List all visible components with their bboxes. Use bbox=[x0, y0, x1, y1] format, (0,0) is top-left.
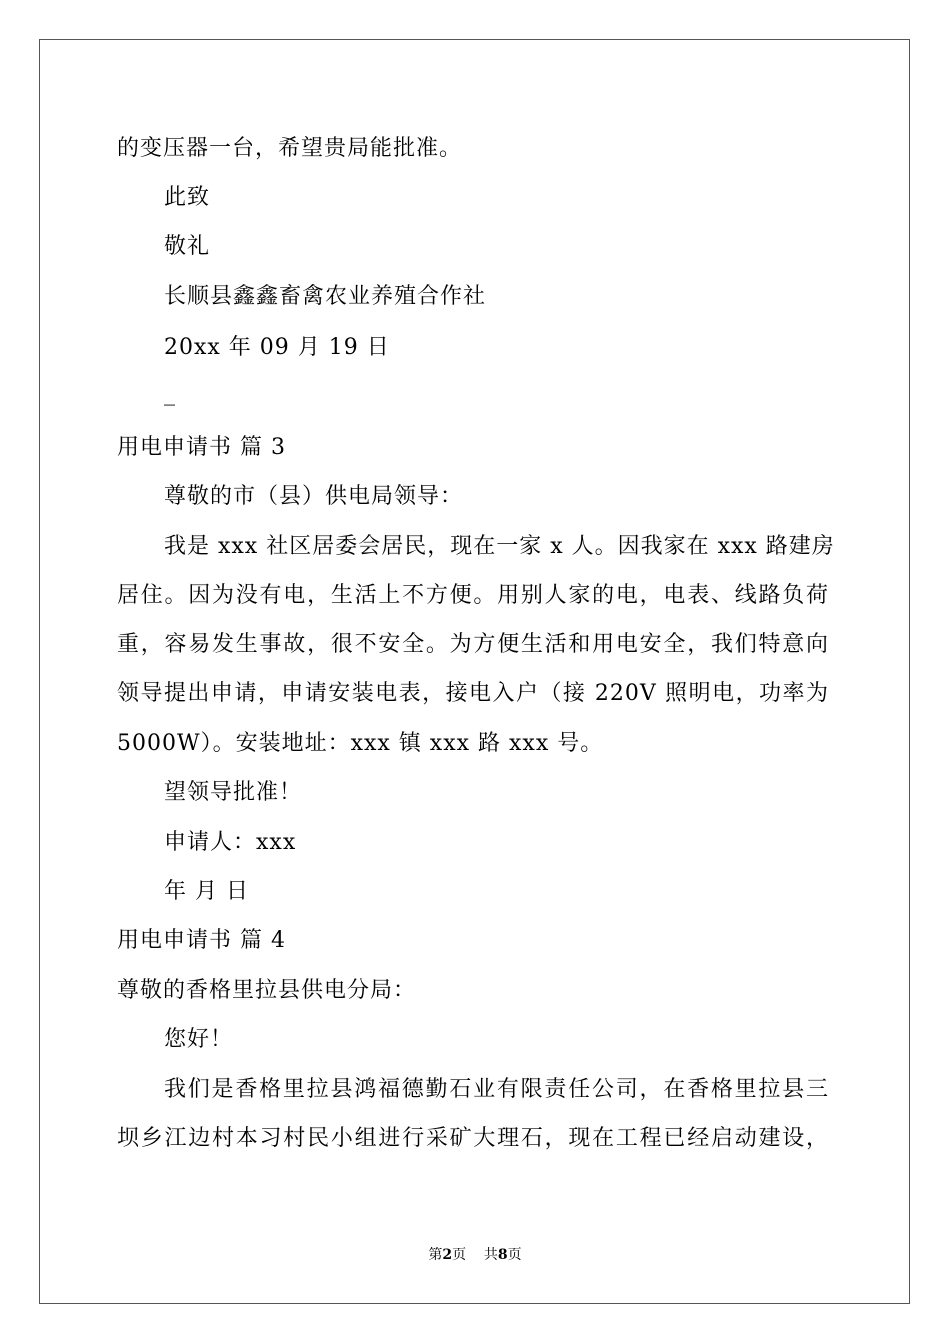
paragraph-3-line-1: 我是 xxx 社区居委会居民，现在一家 x 人。因我家在 xxx 路建房 bbox=[164, 534, 835, 559]
closing-respect: 敬礼 bbox=[164, 234, 211, 259]
paragraph-3-line-3: 重，容易发生事故，很不安全。为方便生活和用电安全，我们特意向 bbox=[117, 632, 829, 657]
date-blank: 年 月 日 bbox=[164, 879, 249, 904]
footer-suffix: 页 bbox=[507, 1247, 522, 1263]
footer-mid: 页 共 bbox=[452, 1247, 498, 1263]
footer-total-pages: 8 bbox=[497, 1247, 508, 1263]
footer-prefix: 第 bbox=[428, 1247, 443, 1263]
greeting-3: 尊敬的市（县）供电局领导： bbox=[164, 484, 464, 509]
closing-salutation: 此致 bbox=[164, 185, 211, 210]
request-approval: 望领导批准！ bbox=[164, 780, 303, 805]
signature-organization: 长顺县鑫鑫畜禽农业养殖合作社 bbox=[164, 284, 487, 309]
signature-date: 20xx 年 09 月 19 日 bbox=[164, 335, 390, 360]
hello-line: 您好！ bbox=[164, 1027, 234, 1052]
paragraph-3-line-5: 5000W）。安装地址：xxx 镇 xxx 路 xxx 号。 bbox=[117, 731, 604, 756]
footer-page-number: 2 bbox=[442, 1247, 453, 1263]
applicant: 申请人：xxx bbox=[164, 830, 297, 855]
paragraph-3-line-4: 领导提出申请，申请安装电表，接电入户（接 220V 照明电，功率为 bbox=[117, 681, 829, 706]
paragraph-4-line-1: 我们是香格里拉县鸿福德勤石业有限责任公司，在香格里拉县三 bbox=[164, 1077, 829, 1102]
greeting-4: 尊敬的香格里拉县供电分局： bbox=[117, 978, 417, 1003]
section-heading-3: 用电申请书 篇 3 bbox=[117, 435, 286, 460]
section-heading-4: 用电申请书 篇 4 bbox=[117, 928, 286, 953]
separator-mark: _ bbox=[164, 381, 176, 406]
paragraph-3-line-2: 居住。因为没有电，生活上不方便。用别人家的电，电表、线路负荷 bbox=[117, 583, 829, 608]
page-border bbox=[39, 39, 910, 1304]
page-footer bbox=[0, 1246, 950, 1264]
body-line-1: 的变压器一台，希望贵局能批准。 bbox=[117, 136, 463, 161]
paragraph-4-line-2: 坝乡江边村本习村民小组进行采矿大理石，现在工程已经启动建设， bbox=[117, 1126, 829, 1151]
